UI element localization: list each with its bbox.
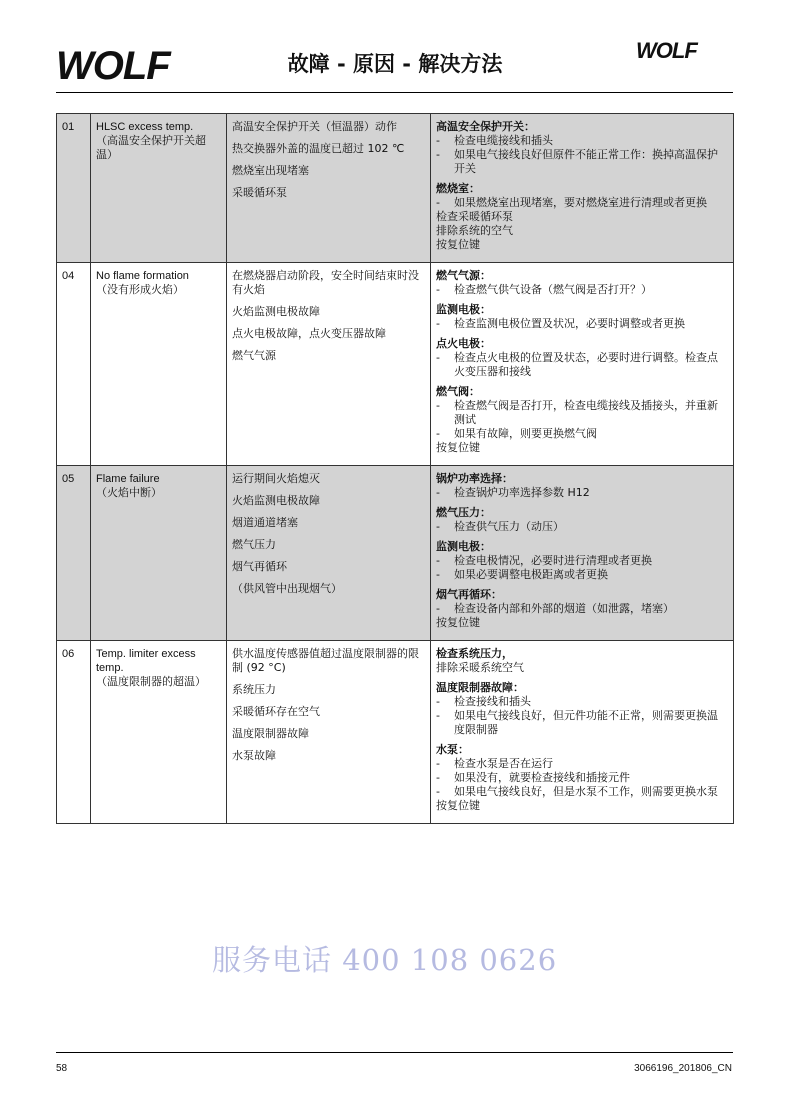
dash-bullet: - xyxy=(436,695,440,708)
remedy-item xyxy=(436,757,728,771)
remedy-item xyxy=(436,695,728,709)
fault-name xyxy=(91,641,227,824)
remedy-item xyxy=(436,148,728,176)
remedy-group xyxy=(436,472,728,500)
remedy-item-text: 检查接线和插头 xyxy=(454,695,531,708)
fault-code: 04 xyxy=(57,263,91,466)
header-divider xyxy=(56,92,733,93)
fault-name-cn: （温度限制器的超温） xyxy=(96,675,206,688)
cause-item: 高温安全保护开关（恒温器）动作 xyxy=(232,120,397,133)
remedy-group xyxy=(436,540,728,582)
dash-bullet: - xyxy=(436,427,440,440)
remedy-item xyxy=(436,520,728,534)
fault-name-en: Flame failure xyxy=(96,473,160,485)
remedy-group-title: 温度限制器故障： xyxy=(436,681,524,694)
cause-item: 燃烧室出现堵塞 xyxy=(232,164,309,177)
fault-name xyxy=(91,263,227,466)
remedy-note: 排除系统的空气 xyxy=(436,224,513,237)
dash-bullet: - xyxy=(436,757,440,770)
remedy-item-text: 如果燃烧室出现堵塞，要对燃烧室进行清理或者更换 xyxy=(454,196,707,209)
cause-item: 燃气压力 xyxy=(232,538,276,551)
fault-remedies xyxy=(431,641,734,824)
fault-table xyxy=(56,113,734,824)
remedy-note: 检查采暖循环泵 xyxy=(436,210,513,223)
remedy-group xyxy=(436,647,728,675)
remedy-group xyxy=(436,303,728,331)
remedy-group-title: 烟气再循环： xyxy=(436,588,502,601)
remedy-group xyxy=(436,385,728,455)
remedy-note: 按复位键 xyxy=(436,799,480,812)
fault-causes xyxy=(227,114,431,263)
remedy-item xyxy=(436,568,728,582)
cause-item: 采暖循环泵 xyxy=(232,186,287,199)
remedy-item-text: 如果电气接线良好，但元件功能不正常，则需要更换温度限制器 xyxy=(454,709,718,736)
remedy-item xyxy=(436,602,728,616)
remedy-item-text: 检查设备内部和外部的烟道（如泄露，堵塞） xyxy=(454,602,674,615)
remedy-group xyxy=(436,743,728,813)
remedy-note: 按复位键 xyxy=(436,238,480,251)
dash-bullet: - xyxy=(436,134,440,147)
remedy-item xyxy=(436,709,728,737)
remedy-group xyxy=(436,506,728,534)
remedy-item-text: 检查点火电极的位置及状态，必要时进行调整。检查点火变压器和接线 xyxy=(454,351,718,378)
cause-item: 运行期间火焰熄灭 xyxy=(232,472,320,485)
dash-bullet: - xyxy=(436,486,440,499)
cause-item: 烟道通道堵塞 xyxy=(232,516,298,529)
footer-divider xyxy=(56,1052,733,1053)
dash-bullet: - xyxy=(436,602,440,615)
dash-bullet: - xyxy=(436,351,440,364)
watermark: 服务电话 400 108 0626 xyxy=(212,943,558,977)
page-title: 故障 - 原因 - 解决方法 xyxy=(287,52,503,76)
cause-item: 燃气气源 xyxy=(232,349,276,362)
fault-causes xyxy=(227,263,431,466)
dash-bullet: - xyxy=(436,196,440,209)
remedy-group-title: 燃气气源： xyxy=(436,269,491,282)
cause-item: 在燃烧器启动阶段，安全时间结束时没有火焰 xyxy=(232,269,419,296)
remedy-item xyxy=(436,427,728,441)
cause-item: 热交换器外盖的温度已超过 102 ℃ xyxy=(232,142,405,155)
remedy-item xyxy=(436,771,728,785)
fault-name-en: Temp. limiter excess temp. xyxy=(96,648,196,674)
cause-item: 烟气再循环 xyxy=(232,560,287,573)
remedy-item-text: 如果没有，就要检查接线和插接元件 xyxy=(454,771,630,784)
cause-item: 系统压力 xyxy=(232,683,276,696)
dash-bullet: - xyxy=(436,709,440,722)
remedy-note: 按复位键 xyxy=(436,441,480,454)
remedy-group-title: 监测电极： xyxy=(436,540,491,553)
remedy-item xyxy=(436,196,728,210)
remedy-group xyxy=(436,120,728,176)
dash-bullet: - xyxy=(436,317,440,330)
dash-bullet: - xyxy=(436,283,440,296)
fault-name xyxy=(91,114,227,263)
remedy-item-text: 检查燃气供气设备（燃气阀是否打开？） xyxy=(454,283,652,296)
remedy-group xyxy=(436,588,728,630)
fault-code: 05 xyxy=(57,466,91,641)
remedy-group-title: 监测电极： xyxy=(436,303,491,316)
dash-bullet: - xyxy=(436,399,440,412)
page-number: 58 xyxy=(56,1063,68,1074)
cause-item: 火焰监测电极故障 xyxy=(232,494,320,507)
fault-name xyxy=(91,466,227,641)
remedy-group xyxy=(436,337,728,379)
remedy-group xyxy=(436,681,728,737)
remedy-note: 按复位键 xyxy=(436,616,480,629)
remedy-group-title: 锅炉功率选择： xyxy=(436,472,513,485)
remedy-item-text: 检查电缆接线和插头 xyxy=(454,134,553,147)
remedy-item-text: 检查供气压力（动压） xyxy=(454,520,564,533)
remedy-item xyxy=(436,134,728,148)
fault-code: 01 xyxy=(57,114,91,263)
fault-remedies xyxy=(431,263,734,466)
remedy-item xyxy=(436,317,728,331)
remedy-group-title: 水泵： xyxy=(436,743,469,756)
remedy-item-text: 如果电气接线良好但原件不能正常工作：换掉高温保护开关 xyxy=(454,148,718,175)
fault-code: 06 xyxy=(57,641,91,824)
remedy-item-text: 如果有故障，则要更换燃气阀 xyxy=(454,427,597,440)
fault-causes xyxy=(227,641,431,824)
remedy-group-title: 燃气压力： xyxy=(436,506,491,519)
remedy-item-text: 检查电极情况，必要时进行清理或者更换 xyxy=(454,554,652,567)
table-row xyxy=(57,641,734,824)
remedy-group-title: 高温安全保护开关： xyxy=(436,120,535,133)
fault-name-en: HLSC excess temp. xyxy=(96,121,194,133)
remedy-item-text: 如果必要调整电极距离或者更换 xyxy=(454,568,608,581)
cause-item: 供水温度传感器值超过温度限制器的限制 (92 °C) xyxy=(232,647,419,674)
fault-name-cn: （没有形成火焰） xyxy=(96,283,184,296)
fault-name-cn: （高温安全保护开关超温） xyxy=(96,134,206,161)
dash-bullet: - xyxy=(436,785,440,798)
remedy-group-title: 燃烧室： xyxy=(436,182,480,195)
remedy-item xyxy=(436,283,728,297)
wolf-logo-right: WOLF xyxy=(636,38,697,63)
dash-bullet: - xyxy=(436,554,440,567)
fault-remedies xyxy=(431,114,734,263)
remedy-note: 排除采暖系统空气 xyxy=(436,661,524,674)
table-row xyxy=(57,466,734,641)
remedy-item-text: 检查水泵是否在运行 xyxy=(454,757,553,770)
remedy-group xyxy=(436,269,728,297)
remedy-item-text: 检查锅炉功率选择参数 H12 xyxy=(454,486,590,499)
remedy-item xyxy=(436,399,728,427)
remedy-group xyxy=(436,182,728,252)
cause-item: 采暖循环存在空气 xyxy=(232,705,320,718)
remedy-group-title: 点火电极： xyxy=(436,337,491,350)
cause-item: 点火电极故障，点火变压器故障 xyxy=(232,327,386,340)
remedy-item-text: 如果电气接线良好，但是水泵不工作，则需要更换水泵 xyxy=(454,785,718,798)
table-row xyxy=(57,114,734,263)
dash-bullet: - xyxy=(436,568,440,581)
remedy-item xyxy=(436,351,728,379)
remedy-item xyxy=(436,554,728,568)
dash-bullet: - xyxy=(436,148,440,161)
remedy-group-title: 检查系统压力， xyxy=(436,647,513,660)
fault-name-en: No flame formation xyxy=(96,270,189,282)
fault-causes xyxy=(227,466,431,641)
cause-item: 水泵故障 xyxy=(232,749,276,762)
remedy-item-text: 检查燃气阀是否打开，检查电缆接线及插接头，并重新测试 xyxy=(454,399,718,426)
fault-remedies xyxy=(431,466,734,641)
table-row xyxy=(57,263,734,466)
remedy-item-text: 检查监测电极位置及状况，必要时调整或者更换 xyxy=(454,317,685,330)
cause-item: 火焰监测电极故障 xyxy=(232,305,320,318)
cause-item: （供风管中出现烟气） xyxy=(232,582,342,595)
remedy-item xyxy=(436,486,728,500)
dash-bullet: - xyxy=(436,520,440,533)
remedy-item xyxy=(436,785,728,799)
fault-name-cn: （火焰中断） xyxy=(96,486,162,499)
cause-item: 温度限制器故障 xyxy=(232,727,309,740)
document-code: 3066196_201806_CN xyxy=(634,1063,732,1074)
dash-bullet: - xyxy=(436,771,440,784)
remedy-group-title: 燃气阀： xyxy=(436,385,480,398)
wolf-logo-left: WOLF xyxy=(56,44,170,88)
